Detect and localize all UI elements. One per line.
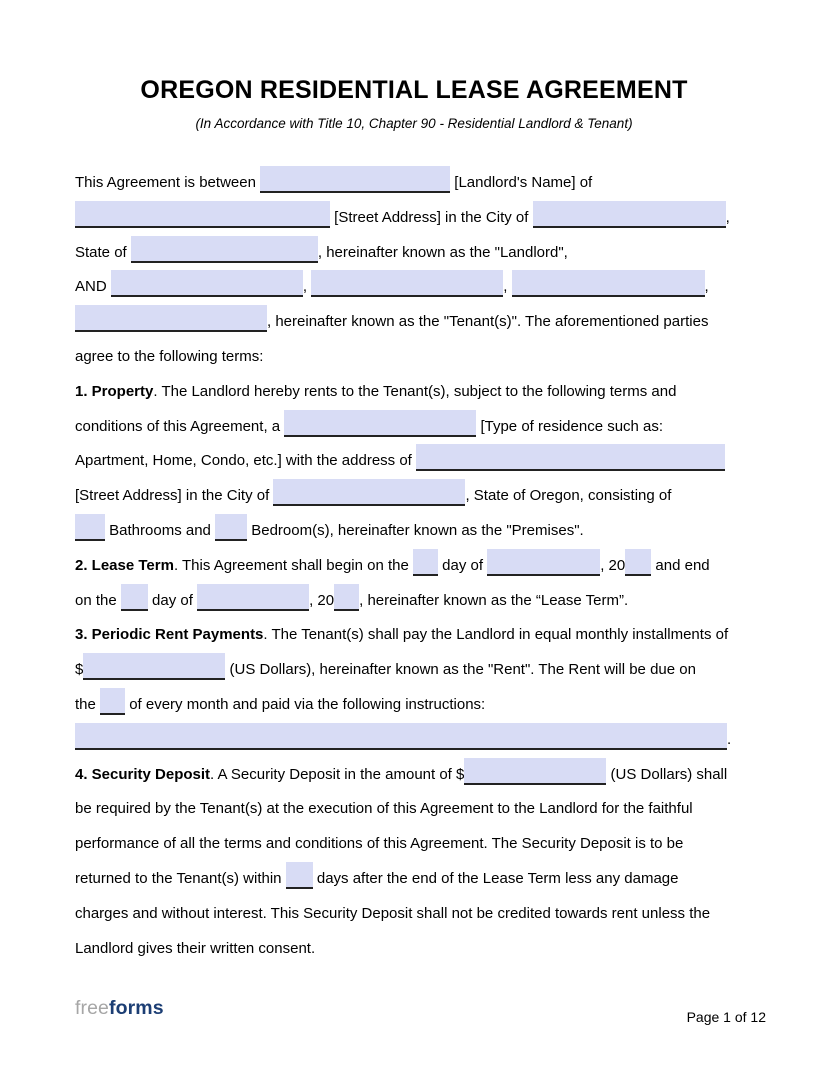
logo-text-free: free	[75, 997, 110, 1019]
section-1-property-line-4	[75, 479, 750, 514]
section-heading-text: 2. Lease Term	[75, 556, 174, 574]
body-text: (US Dollars) shall	[606, 765, 728, 783]
section-heading-text: 3. Periodic Rent Payments	[75, 626, 264, 644]
body-text: Bedroom(s), hereinafter known as the "Premises".	[247, 521, 584, 539]
body-text: . A Security Deposit in the amount of $	[210, 765, 465, 783]
body-text: Apartment, Home, Condo, etc.] with the address of	[75, 452, 417, 470]
body-text: , hereinafter known as the “Lease Term”.	[359, 591, 629, 609]
body-text: This Agreement is between	[75, 174, 261, 191]
section-1-property-line-2	[75, 410, 750, 445]
logo-text-forms: forms	[109, 997, 164, 1019]
document-body	[75, 166, 750, 966]
section-3-periodic-rent-payments-line-2	[75, 653, 750, 688]
blank-field[interactable]	[512, 270, 705, 297]
freeforms-logo	[75, 997, 164, 1020]
body-text: day of	[147, 591, 198, 609]
blank-field[interactable]	[260, 166, 450, 193]
blank-field[interactable]	[83, 653, 225, 680]
body-text: .	[727, 730, 732, 748]
section-4-security-deposit-line-1	[75, 758, 750, 793]
body-text: , 20	[600, 556, 626, 574]
blank-field[interactable]	[311, 270, 503, 297]
intro-paragraph-line-2	[75, 201, 750, 236]
blank-field[interactable]	[487, 549, 600, 576]
section-4-security-deposit-line-2	[75, 792, 750, 827]
section-2-lease-term-line-2	[75, 584, 750, 619]
section-4-security-deposit-line-6	[75, 932, 750, 967]
body-text: days after the end of the Lease Term less any damage	[312, 869, 679, 887]
body-text: $	[75, 661, 84, 679]
intro-paragraph	[75, 166, 750, 375]
body-text: day of	[438, 556, 488, 574]
body-text: of every month and paid via the following instructions:	[125, 695, 486, 713]
body-text: [Type of residence such as:	[476, 417, 664, 435]
intro-paragraph-line-6	[75, 340, 750, 375]
section-3-periodic-rent-payments	[75, 618, 750, 757]
section-1-property-line-1	[75, 375, 750, 410]
section-1-property-line-5	[75, 514, 750, 549]
body-text: the	[75, 695, 101, 713]
body-text: . This Agreement shall begin on the	[173, 556, 413, 574]
section-3-periodic-rent-payments-line-1	[75, 618, 750, 653]
intro-paragraph-line-1	[75, 166, 750, 201]
blank-field[interactable]	[121, 584, 148, 611]
intro-paragraph-line-4	[75, 270, 750, 305]
body-text: agree to the following terms:	[75, 347, 264, 365]
blank-field[interactable]	[100, 688, 125, 715]
body-text: Bathrooms and	[105, 521, 216, 539]
section-2-lease-term	[75, 549, 750, 619]
body-text: [Landlord's Name] of	[450, 174, 593, 191]
blank-field[interactable]	[75, 305, 267, 332]
body-text: (US Dollars), hereinafter known as the "Rent". The Rent will be due on	[225, 661, 696, 679]
blank-field[interactable]	[197, 584, 309, 611]
body-text: conditions of this Agreement, a	[75, 417, 285, 435]
body-text: , hereinafter known as the "Tenant(s)". The aforementioned parties	[267, 313, 709, 331]
blank-field[interactable]	[75, 201, 330, 228]
body-text: ,	[503, 278, 512, 296]
page-title: OREGON RESIDENTIAL LEASE AGREEMENT	[140, 76, 688, 104]
intro-paragraph-line-3	[75, 236, 750, 271]
section-2-lease-term-line-1	[75, 549, 750, 584]
section-1-property-line-3	[75, 444, 750, 479]
section-1-property	[75, 375, 750, 549]
body-text: charges and without interest. This Security Deposit shall not be credited towards rent unless the	[75, 904, 711, 922]
body-text: State of	[75, 243, 131, 261]
body-text: ,	[704, 278, 709, 296]
blank-field[interactable]	[413, 549, 438, 576]
body-text: ,	[725, 208, 730, 226]
blank-field[interactable]	[625, 549, 651, 576]
blank-field[interactable]	[334, 584, 359, 611]
body-text: returned to the Tenant(s) within	[75, 869, 286, 887]
section-4-security-deposit-line-5	[75, 897, 750, 932]
body-text: AND	[75, 278, 111, 296]
body-text: on the	[75, 591, 121, 609]
body-text: [Street Address] in the City of	[75, 487, 274, 505]
body-text: , 20	[309, 591, 335, 609]
section-4-security-deposit	[75, 758, 750, 967]
blank-field[interactable]	[533, 201, 726, 228]
blank-field[interactable]	[111, 270, 303, 297]
section-heading-text: 4. Security Deposit	[75, 765, 211, 783]
section-3-periodic-rent-payments-line-4	[75, 723, 750, 758]
body-text: Landlord gives their written consent.	[75, 939, 316, 957]
section-3-periodic-rent-payments-line-3	[75, 688, 750, 723]
intro-paragraph-line-5	[75, 305, 750, 340]
body-text: be required by the Tenant(s) at the execution of this Agreement to the Landlord for the faithful	[75, 800, 693, 818]
page-footer	[75, 997, 766, 1025]
blank-field[interactable]	[75, 723, 727, 750]
blank-field[interactable]	[286, 862, 313, 889]
body-text: and end	[651, 556, 710, 574]
blank-field[interactable]	[416, 444, 725, 471]
blank-field[interactable]	[75, 514, 105, 541]
body-text: [Street Address] in the City of	[330, 208, 533, 226]
blank-field[interactable]	[273, 479, 465, 506]
blank-field[interactable]	[464, 758, 606, 785]
section-heading-text: 1. Property	[75, 382, 154, 400]
body-text: performance of all the terms and conditions of this Agreement. The Security Deposit is to be	[75, 835, 684, 853]
body-text: . The Landlord hereby rents to the Tenant(s), subject to the following terms and	[153, 382, 677, 400]
body-text: , hereinafter known as the "Landlord",	[317, 243, 568, 261]
section-4-security-deposit-line-4	[75, 862, 750, 897]
blank-field[interactable]	[284, 410, 476, 437]
blank-field[interactable]	[131, 236, 318, 263]
page-number-indicator: Page 1 of 12	[686, 1009, 766, 1025]
body-text: , State of Oregon, consisting of	[465, 487, 672, 505]
body-text: ,	[302, 278, 312, 296]
page-subtitle: (In Accordance with Title 10, Chapter 90 - Residential Landlord & Tenant)	[195, 116, 633, 131]
body-text: . The Tenant(s) shall pay the Landlord in equal monthly installments of	[263, 626, 729, 644]
blank-field[interactable]	[215, 514, 247, 541]
section-4-security-deposit-line-3	[75, 827, 750, 862]
